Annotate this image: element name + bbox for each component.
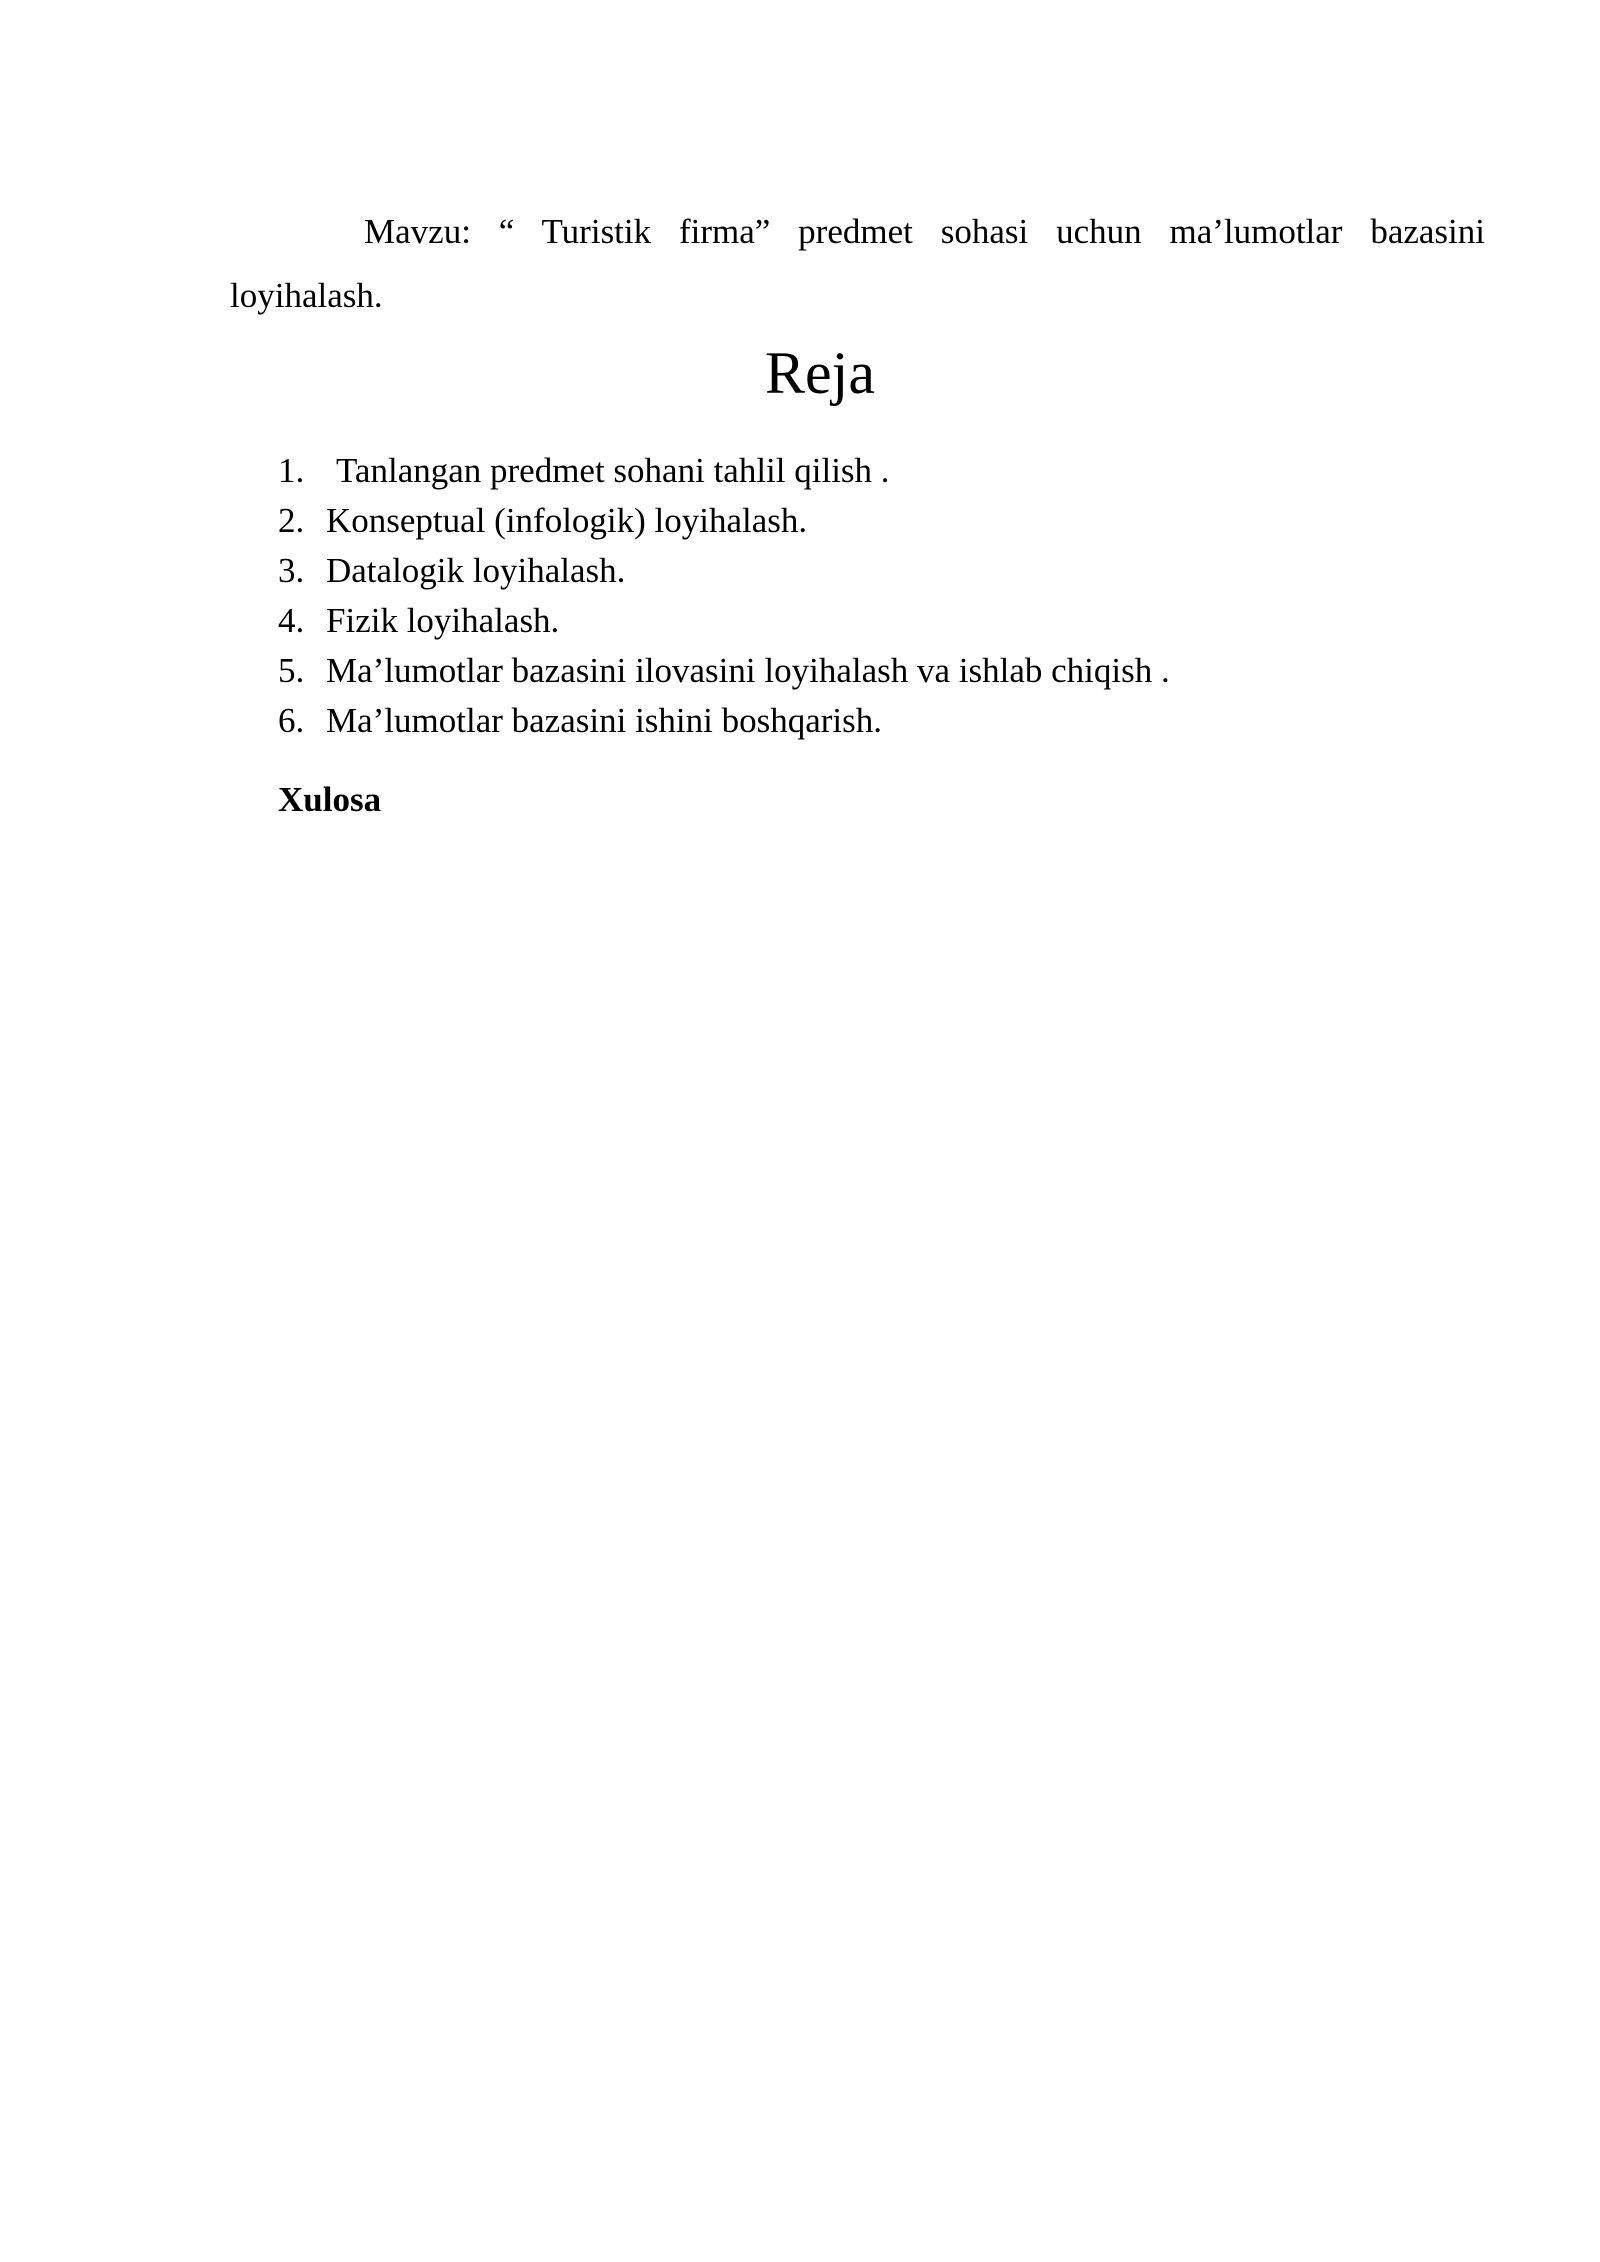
list-item	[278, 546, 1170, 596]
list-item-text: Datalogik loyihalash.	[326, 551, 626, 590]
list-item-number: 3.	[278, 551, 305, 590]
list-item-number: 5.	[278, 651, 305, 690]
list-item-text: Tanlangan predmet sohani tahlil qilish .	[336, 451, 890, 490]
conclusion-heading: Xulosa	[278, 780, 382, 819]
list-item-text: Konseptual (infologik) loyihalash.	[326, 501, 808, 540]
list-item	[278, 646, 1170, 696]
list-item-text: Ma’lumotlar bazasini ishini boshqarish.	[326, 701, 883, 740]
list-item-number: 1.	[278, 451, 305, 490]
list-item-number: 6.	[278, 701, 305, 740]
plan-heading: Reja	[765, 340, 875, 406]
list-item	[278, 696, 1170, 746]
list-item-number: 2.	[278, 501, 305, 540]
list-item-text: Ma’lumotlar bazasini ilovasini loyihalash va ishlab chiqish .	[326, 651, 1170, 690]
list-item	[278, 496, 1170, 546]
plan-list	[278, 446, 1170, 746]
list-item	[278, 446, 1170, 496]
list-item	[278, 596, 1170, 646]
list-item-text: Fizik loyihalash.	[326, 601, 560, 640]
list-item-number: 4.	[278, 601, 305, 640]
topic-paragraph: Mavzu: “ Turistik firma” predmet sohasi uchun ma’lumotlar bazasini loyihalash.	[230, 212, 1485, 315]
